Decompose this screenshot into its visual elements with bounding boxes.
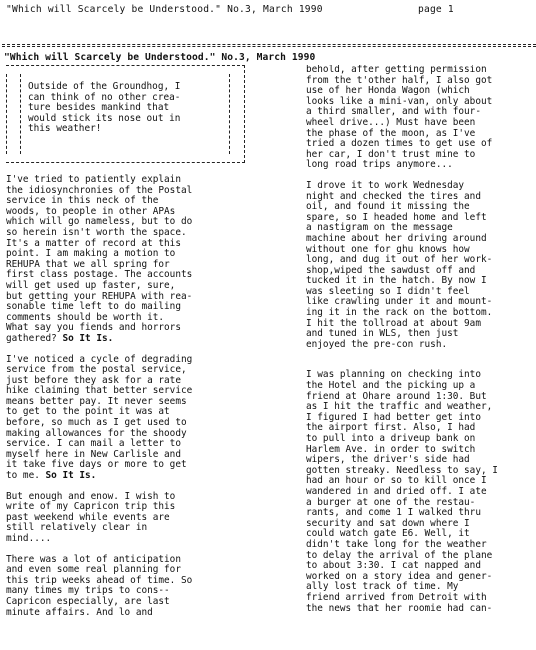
text-line: I hit the tollroad at about 9am (306, 317, 481, 329)
text-line: There was a lot of anticipation (6, 553, 181, 565)
text-line: gotten streaky. Needless to say, I (306, 464, 498, 476)
text-line: still relatively clear in (6, 522, 148, 534)
text-line: I figured I had better get into (306, 411, 481, 423)
quote-line: Outside of the Groundhog, I (28, 81, 181, 92)
text-line: night and checked the tires and (306, 190, 481, 202)
text-line: service in this neck of the (6, 195, 159, 207)
text-line: What say you fiends and horrors (6, 322, 181, 334)
text-line: it take five days or more to get (6, 459, 187, 471)
text-line: sonable time left to do mailing (6, 301, 181, 313)
text-line: point. I am making a motion to (6, 248, 176, 260)
text-line: myself here in New Carlisle and (6, 448, 181, 460)
text-line: friend at Ohare around 1:30. But (306, 390, 487, 402)
text-line: to pull into a driveup bank on (306, 433, 476, 444)
quote-line: ture besides mankind that (28, 102, 170, 114)
text-line: just before they ask for a rate (6, 374, 181, 386)
quote-line: would stick its nose out in (28, 112, 181, 124)
text-line: as I hit the traffic and weather, (306, 401, 493, 413)
quote-box-left-rule (20, 74, 21, 154)
text-line: the Hotel and the picking up a (306, 380, 476, 392)
text-line: I was planning on checking into (306, 369, 481, 381)
text-line: the airport first. Also, I had (306, 422, 476, 434)
text-line: It's a matter of record at this (6, 237, 181, 249)
right-column-text (306, 65, 536, 614)
quote-line: this weather! (28, 123, 102, 135)
text-line: service from the postal service, (6, 364, 187, 376)
page-number: page 1 (418, 4, 454, 15)
text-line: spare, so I headed home and left (306, 211, 487, 223)
text-line: ally lost track of time. My (306, 581, 459, 593)
text-line: didn't take long for the weather (306, 538, 487, 550)
text-line: making allowances for the shoody (6, 427, 187, 439)
text-line: her car, I don't trust mine to (306, 148, 476, 160)
text-line: and even some real planning for (6, 564, 181, 576)
text-line (6, 345, 256, 355)
right-column (306, 65, 536, 614)
text-line (306, 350, 536, 360)
text-line: long, and dug it out of her work- (306, 254, 493, 266)
text-line: use of her Honda Wagon (which (306, 85, 470, 97)
text-line: to get to the point it was at (6, 406, 170, 418)
text-line: minute affairs. And lo and (6, 606, 153, 618)
text-line: tried a dozen times to get use of (306, 138, 493, 150)
text-line: rants, and come 1 I walked thru (306, 507, 481, 519)
text-line: and tuned in WLS, then just (306, 328, 459, 340)
text-line: which will go nameless, but to do (6, 216, 193, 228)
text-line: gathered? So It Is. (6, 332, 114, 344)
text-line: oil, and found it missing the (306, 201, 470, 213)
text-line: I drove it to work Wednesday (306, 179, 465, 191)
header-rule-top (2, 44, 536, 45)
text-line: Harlem Ave. in order to switch (306, 443, 476, 455)
text-line: looks like a mini-van, only about (306, 95, 493, 107)
running-header (6, 4, 526, 15)
text-line: mind.... (6, 533, 52, 544)
left-column (6, 65, 256, 618)
text-line: so herein isn't worth the space. (6, 226, 187, 238)
quote-box (6, 65, 245, 163)
text-line: behold, after getting permission (306, 65, 487, 75)
text-line: means better pay. It never seems (6, 395, 187, 407)
quote-line: can think of no other crea- (28, 91, 181, 103)
text-line: a nastigram on the message (306, 222, 453, 234)
article-title: "Which will Scarcely be Understood." No.3, March 1990 (4, 52, 316, 63)
text-line: was sleeting so I didn't feel (306, 285, 470, 297)
text-line: had an hour or so to kill once I (306, 475, 487, 487)
text-line: I've noticed a cycle of degrading (6, 353, 193, 365)
text-line: Capricon especially, are last (6, 595, 170, 607)
text-line: from the t'other half, I also got (306, 74, 493, 86)
text-line: will get used up faster, sure, (6, 279, 176, 291)
text-line: REHUPA that we all spring for (6, 258, 170, 270)
text-line: I've tried to patiently explain (6, 174, 181, 185)
text-line: woods, to people in other APAs (6, 205, 176, 217)
text-line: could watch gate E6. Well, it (306, 528, 470, 540)
text-line: friend arrived from Detroit with (306, 591, 487, 603)
text-line: the idiosynchronies of the Postal (6, 184, 193, 196)
text-line: ing it in the rack on the bottom. (306, 307, 493, 319)
text-line: shop,wiped the sawdust off and (306, 264, 476, 276)
header-rule-bottom (2, 46, 536, 47)
text-line: long road trips anymore... (306, 159, 453, 171)
text-line: wandered in and dried off. I ate (306, 485, 487, 497)
text-line: comments should be worth it. (6, 311, 165, 323)
text-line: security and sat down where I (306, 517, 470, 529)
text-line: worked on a story idea and gener- (306, 570, 493, 582)
left-column-text (6, 175, 256, 618)
text-line: wipers, the driver's side had (306, 454, 470, 466)
text-line: many times my trips to cons-- (6, 585, 170, 597)
text-line: the news that her roomie had can- (306, 602, 493, 614)
text-line: to delay the arrival of the plane (306, 549, 493, 561)
text-line: machine about her driving around (306, 232, 487, 244)
text-line: hike claiming that better service (6, 385, 193, 397)
text-line: first class postage. The accounts (6, 269, 193, 281)
text-line: past weekend while events are (6, 511, 170, 523)
text-line: but getting your REHUPA with rea- (6, 290, 193, 302)
text-line: to me. So It Is. (6, 470, 97, 482)
quote-box-right-rule (229, 74, 230, 154)
text-line: this trip weeks ahead of time. So (6, 574, 193, 586)
text-line: But enough and enow. I wish to (6, 490, 176, 502)
text-line: wheel drive...) Must have been (306, 116, 476, 128)
text-line: write of my Capricon trip this (6, 501, 176, 513)
text-line: the phase of the moon, as I've (306, 127, 476, 139)
text-line: to about 3:30. I cat napped and (306, 560, 481, 572)
text-line: without one for ghu knows how (306, 243, 470, 255)
text-line: a third smaller, and with four- (306, 106, 481, 118)
text-line: tucked it in the hatch. By now I (306, 275, 487, 287)
quote-box-text (28, 82, 228, 135)
text-line: service. I can mail a letter to (6, 438, 181, 450)
text-line: a burger at one of the restau- (306, 496, 476, 508)
running-header-title: "Which will Scarcely be Understood." No.3, March 1990 (6, 4, 323, 15)
text-line: before, so much as I get used to (6, 417, 187, 429)
text-line: enjoyed the pre-con rush. (306, 338, 448, 350)
text-line: like crawling under it and mount- (306, 296, 493, 308)
